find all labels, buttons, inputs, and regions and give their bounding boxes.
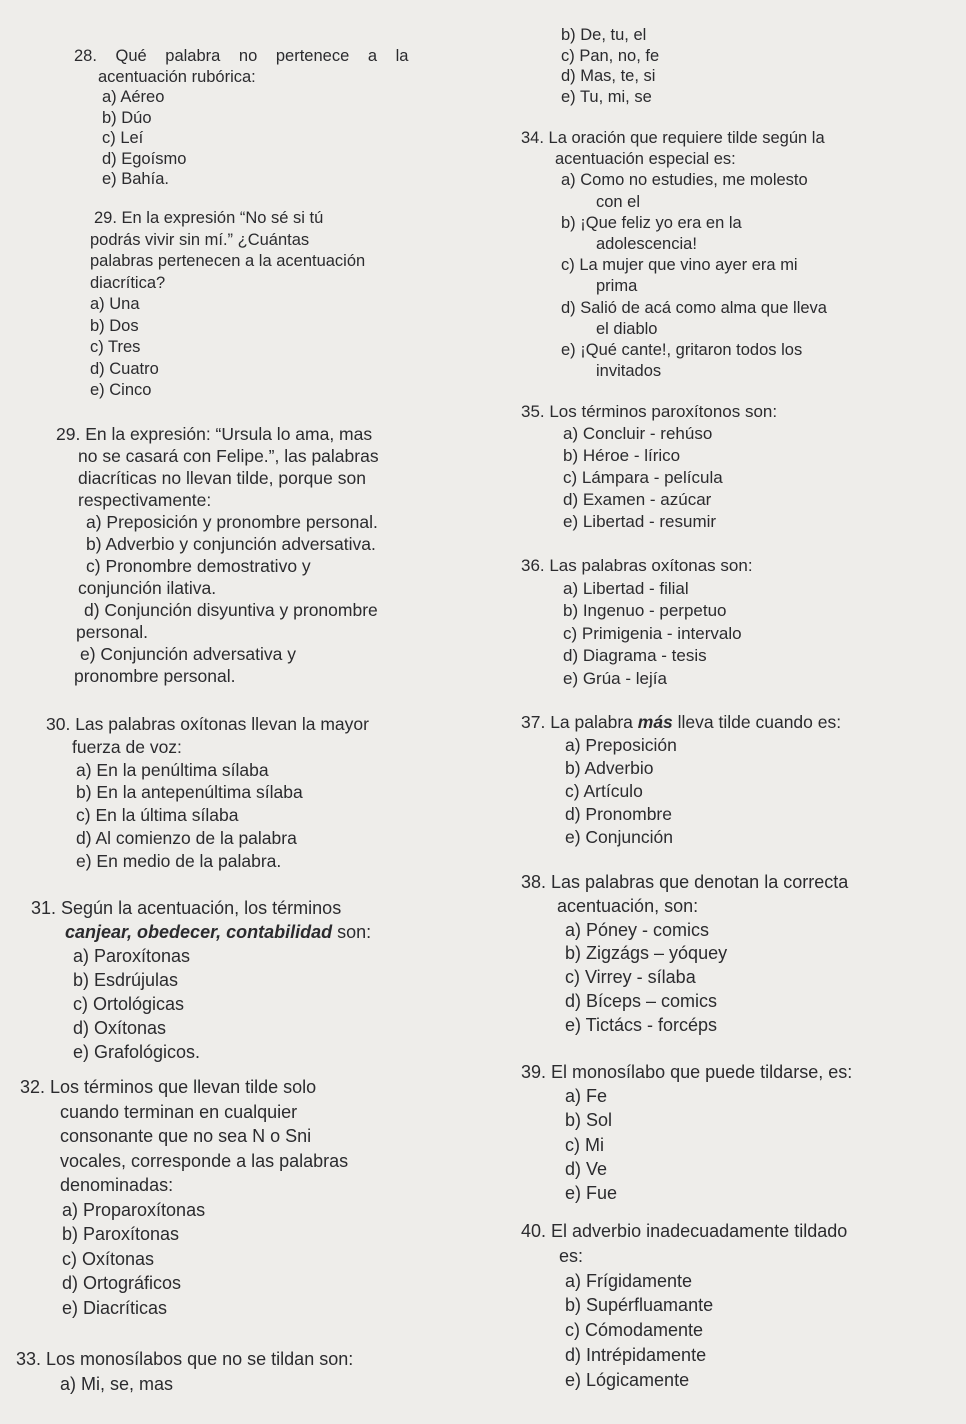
- option-29b-c: c) Pronombre demostrativo y: [86, 556, 311, 576]
- option-31-c: c) Ortológicas: [73, 994, 185, 1014]
- option-36-a: a) Libertad - filial: [563, 578, 689, 598]
- question-40: [521, 1219, 847, 1393]
- option-33-b: b) De, tu, el: [561, 26, 647, 44]
- question-30: [46, 713, 369, 873]
- option-32-e: e) Diacríticas: [62, 1297, 168, 1318]
- option-30-d: d) Al comienzo de la palabra: [76, 827, 297, 848]
- question-37-stem-line: [521, 711, 841, 734]
- option-35-c: c) Lámpara - película: [563, 468, 723, 487]
- option-34-a: a) Como no estudies, me molesto: [561, 171, 808, 190]
- question-34-stem-line: 34. La oración que requiere tilde según la: [521, 129, 825, 147]
- option-31-d: d) Oxítonas: [73, 1018, 167, 1038]
- option-29b-e-cont: pronombre personal.: [74, 666, 236, 686]
- option-34-b: b) ¡Que feliz yo era en la: [561, 213, 742, 232]
- option-38-c: c) Virrey - sílaba: [565, 967, 696, 988]
- option-29a-a: a) Una: [90, 295, 140, 313]
- option-33-a: a) Mi, se, mas: [60, 1374, 174, 1394]
- question-37-stem-end: lleva tilde cuando es:: [672, 712, 842, 732]
- option-40-c: c) Cómodamente: [565, 1320, 704, 1341]
- option-29b-e: e) Conjunción adversativa y: [80, 644, 296, 664]
- question-40-stem-line: es:: [559, 1245, 584, 1266]
- option-34-e: e) ¡Qué cante!, gritaron todos los: [561, 341, 803, 360]
- option-29a-e: e) Cinco: [90, 381, 152, 399]
- question-37-stem-start: 37. La palabra: [521, 712, 638, 732]
- question-29b-stem-line: 29. En la expresión: “Ursula lo ama, mas: [56, 424, 373, 444]
- question-35-stem-line: 35. Los términos paroxítonos son:: [521, 402, 778, 421]
- question-29a-stem-line: podrás vivir sin mí.” ¿Cuántas: [90, 230, 310, 249]
- option-29a-d: d) Cuatro: [90, 359, 159, 378]
- option-35-b: b) Héroe - lírico: [563, 446, 681, 465]
- question-32-stem-line: vocales, corresponde a las palabras: [60, 1150, 349, 1171]
- option-33-d: d) Mas, te, si: [561, 67, 656, 85]
- question-33-stem-line: 33. Los monosílabos que no se tildan son:: [16, 1349, 354, 1369]
- option-36-b: b) Ingenuo - perpetuo: [563, 601, 727, 620]
- question-31-stem-line: 31. Según la acentuación, los términos: [31, 898, 342, 918]
- question-29b-stem-line: no se casará con Felipe.”, las palabras: [78, 446, 379, 466]
- option-30-e: e) En medio de la palabra.: [76, 850, 282, 871]
- option-37-b: b) Adverbio: [565, 758, 654, 778]
- question-32-stem-line: consonante que no sea N o Sni: [60, 1126, 312, 1146]
- question-38: [521, 871, 848, 1038]
- question-29b: [56, 423, 379, 687]
- option-37-d: d) Pronombre: [565, 804, 672, 824]
- question-31: [31, 896, 371, 1064]
- question-34: [521, 128, 827, 382]
- option-38-a: a) Póney - comics: [565, 919, 710, 940]
- option-29b-c-cont: conjunción ilativa.: [78, 578, 217, 598]
- option-32-b: b) Paroxítonas: [62, 1224, 180, 1244]
- option-35-d: d) Examen - azúcar: [563, 490, 712, 509]
- option-40-d: d) Intrépidamente: [565, 1344, 707, 1365]
- option-34-c-cont: prima: [596, 277, 638, 296]
- question-32: [20, 1075, 348, 1320]
- option-30-c: c) En la última sílaba: [76, 805, 239, 826]
- option-35-e: e) Libertad - resumir: [563, 512, 717, 531]
- option-28-b: b) Dúo: [102, 108, 152, 127]
- option-34-d: d) Salió de acá como alma que lleva: [561, 298, 827, 317]
- question-29b-stem-line: respectivamente:: [78, 490, 212, 510]
- question-31-stem-line-2: [31, 920, 371, 944]
- option-30-a: a) En la penúltima sílaba: [76, 759, 269, 780]
- question-33: [16, 1347, 353, 1397]
- question-29a-stem-line: 29. En la expresión “No sé si tú: [94, 209, 324, 227]
- question-28-stem-line: acentuación rubórica:: [98, 67, 256, 86]
- option-28-c: c) Leí: [102, 129, 144, 147]
- option-34-d-cont: el diablo: [596, 319, 658, 338]
- question-38-stem-line: acentuación, son:: [557, 895, 699, 916]
- question-39: [521, 1060, 852, 1205]
- option-29b-d: d) Conjunción disyuntiva y pronombre: [84, 600, 378, 620]
- question-37-word: más: [637, 712, 673, 732]
- option-31-a: a) Paroxítonas: [73, 946, 191, 966]
- option-33-c: c) Pan, no, fe: [561, 46, 660, 65]
- option-39-d: d) Ve: [565, 1158, 608, 1179]
- option-34-a-cont: con el: [596, 192, 641, 211]
- option-39-e: e) Fue: [565, 1183, 618, 1204]
- option-40-a: a) Frígidamente: [565, 1270, 693, 1291]
- question-34-stem-line: acentuación especial es:: [555, 150, 736, 169]
- question-40-stem-line: 40. El adverbio inadecuadamente tildado: [521, 1221, 848, 1241]
- question-31-terms: canjear, obedecer, contabilidad: [65, 922, 333, 942]
- option-36-c: c) Primigenia - intervalo: [563, 623, 742, 643]
- option-34-b-cont: adolescencia!: [596, 235, 697, 254]
- option-37-a: a) Preposición: [565, 735, 677, 755]
- question-32-stem-line: cuando terminan en cualquier: [60, 1101, 298, 1122]
- option-32-a: a) Proparoxítonas: [62, 1199, 206, 1220]
- question-38-stem-line: 38. Las palabras que denotan la correcta: [521, 872, 849, 892]
- option-31-e: e) Grafológicos.: [73, 1042, 201, 1062]
- question-29b-stem-line: diacríticas no llevan tilde, porque son: [78, 468, 366, 488]
- option-34-e-cont: invitados: [596, 362, 662, 381]
- option-38-d: d) Bíceps – comics: [565, 990, 718, 1011]
- question-30-stem-line: 30. Las palabras oxítonas llevan la mayor: [46, 714, 369, 734]
- option-38-b: b) Zigzágs – yóquey: [565, 943, 728, 964]
- question-31-stem-end: son:: [332, 922, 372, 942]
- option-35-a: a) Concluir - rehúso: [563, 424, 713, 443]
- option-28-a: a) Aéreo: [102, 88, 165, 106]
- option-31-b: b) Esdrújulas: [73, 970, 179, 990]
- option-30-b: b) En la antepenúltima sílaba: [76, 782, 303, 803]
- option-36-d: d) Diagrama - tesis: [563, 646, 707, 665]
- question-30-stem-line: fuerza de voz:: [72, 736, 182, 757]
- question-39-stem-line: 39. El monosílabo que puede tildarse, es:: [521, 1062, 853, 1082]
- question-35: [521, 401, 777, 533]
- question-37: [521, 711, 841, 849]
- option-37-c: c) Artículo: [565, 781, 643, 801]
- question-28-stem-line: 28. Qué palabra no pertenece a la: [74, 47, 409, 65]
- option-39-c: c) Mi: [565, 1134, 604, 1155]
- option-29b-a: a) Preposición y pronombre personal.: [86, 512, 378, 532]
- question-28: [74, 46, 408, 190]
- option-40-b: b) Supérfluamante: [565, 1295, 714, 1316]
- option-32-c: c) Oxítonas: [62, 1248, 155, 1269]
- question-36: [521, 555, 753, 690]
- question-29a-stem-line: palabras pertenecen a la acentuación: [90, 252, 366, 270]
- option-29a-c: c) Tres: [90, 338, 141, 356]
- question-32-stem-line: denominadas:: [60, 1175, 174, 1195]
- option-29a-b: b) Dos: [90, 316, 139, 335]
- question-29a-stem-line: diacrítica?: [90, 273, 166, 292]
- option-28-d: d) Egoísmo: [102, 149, 187, 168]
- option-29b-b: b) Adverbio y conjunción adversativa.: [86, 534, 376, 554]
- option-34-c: c) La mujer que vino ayer era mi: [561, 256, 798, 275]
- option-32-d: d) Ortográficos: [62, 1273, 182, 1293]
- option-29b-d-cont: personal.: [76, 622, 148, 642]
- option-39-a: a) Fe: [565, 1086, 608, 1107]
- option-36-e: e) Grúa - lejía: [563, 668, 667, 688]
- question-32-stem-line: 32. Los términos que llevan tilde solo: [20, 1077, 317, 1097]
- question-36-stem-line: 36. Las palabras oxítonas son:: [521, 556, 753, 575]
- question-29a: [90, 208, 365, 402]
- option-39-b: b) Sol: [565, 1110, 613, 1131]
- option-37-e: e) Conjunción: [565, 827, 673, 847]
- option-38-e: e) Tictács - forcéps: [565, 1014, 718, 1035]
- question-33-continued: [561, 25, 659, 107]
- option-40-e: e) Lógicamente: [565, 1369, 690, 1390]
- option-33-e: e) Tu, mi, se: [561, 87, 652, 106]
- option-28-e: e) Bahía.: [102, 170, 169, 188]
